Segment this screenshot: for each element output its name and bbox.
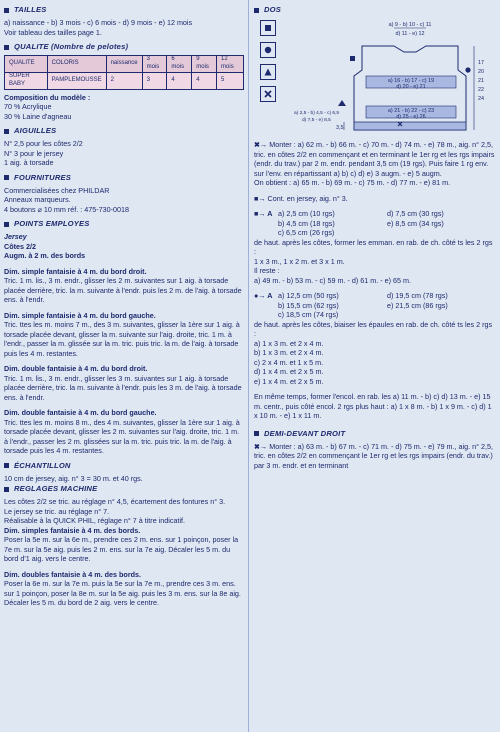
left-column xyxy=(0,0,250,608)
composition-title: Composition du modèle : xyxy=(4,92,91,102)
back-diagram xyxy=(254,18,494,136)
cross-arrow-icon: ✖→ xyxy=(254,140,270,150)
aiguilles-line: 1 aig. à torsade xyxy=(4,158,54,168)
point-d4-text: Tric. ttes les m. moins 8 m., des 4 m. suivantes, glisser la 1ère sur 1 aig. à torsade placée devant, glisser les 2 m. suivantes sur l'aig. droite, tric. 1 m. à l'endr., passer les 2 m. glissées sur la m. tric. puis tric. la m. de l'aig. à torsade puis les 4 m. restantes. xyxy=(4,417,240,456)
table-cell: naissance xyxy=(106,56,142,73)
table-cell: 3 xyxy=(142,72,167,89)
section-title: TAILLES xyxy=(14,5,47,14)
tailles-ref: Voir tableau des tailles page 1. xyxy=(4,27,102,37)
table-cell: 3 mois xyxy=(142,56,167,73)
fournitures-line: Commercialisées chez PHILDAR xyxy=(4,185,110,195)
label-right: 21 xyxy=(478,78,484,85)
composition-line: 70 % Acrylique xyxy=(4,102,52,112)
point-d2-title: Dim. simple fantaisie à 4 m. du bord gauche. xyxy=(4,310,156,320)
label-right: 24 xyxy=(478,96,484,103)
label-right: 20 xyxy=(478,69,484,76)
table-cell: 9 mois xyxy=(192,56,217,73)
marker-square-icon xyxy=(350,56,355,61)
dos-p1-text: Monter : a) 62 m. - b) 66 m. - c) 70 m. - d) 74 m. - e) 78 m., aig. n° 2,5, tric. en côtes 2/2 en commençant et en terminant le 1er rg et les rgs impairs (endr. du trav.) par 2 m. endr. pendant 3,5 cm (19 rgs). Puis faire 1 rg env. sur l'env. en répartissant a) b) c) d) e) 3 augm. - e) 5 augm. xyxy=(254,140,495,178)
section-bullet-icon xyxy=(4,8,9,13)
section-points xyxy=(4,219,244,229)
section-title: FOURNITURES xyxy=(14,172,72,182)
dos-p9: d) 1 x 4 m. et 2 x 5 m. xyxy=(254,367,324,377)
reglages-sub1-text: Poser la 5e m. sur la 6e m., prendre ces 2 m. ens. sur 1 poinçon, poser la 7e m. sur la 5e aig. puis les 2 m. ens. sur la 7e aig. Décaler les 5 m. du bord d'1 aig. vers le centre. xyxy=(4,535,239,564)
section-title: AIGUILLES xyxy=(14,126,57,136)
size-value: e) 8,5 cm (34 rgs) xyxy=(387,218,444,228)
table-cell: 5 xyxy=(217,72,244,89)
tailles-line: a) naissance - b) 3 mois - c) 6 mois - d) 9 mois - e) 12 mois xyxy=(4,18,193,28)
demi-devant-p1 xyxy=(254,442,496,471)
point-d1-title: Dim. simple fantaisie à 4 m. du bord droit. xyxy=(4,266,147,276)
point-d3-title: Dim. double fantaisie à 4 m. du bord droit. xyxy=(4,364,148,374)
reglages-line: Le jersey se tric. au réglage n° 7. xyxy=(4,506,110,516)
label-top-2: d) 11 - e) 12 xyxy=(395,31,425,38)
dos-p5: 1 x 3 m., 1 x 2 m. et 3 x 1 m. xyxy=(254,256,345,266)
dos-p9: e) 1 x 4 m. et 2 x 5 m. xyxy=(254,376,324,386)
sizes-a-block xyxy=(254,209,496,238)
point-cotes: Côtes 2/2 xyxy=(4,241,36,251)
table-cell: SUPER BABY xyxy=(5,72,48,89)
fournitures-line: 4 boutons ⌀ 10 mm réf. : 475-730-0018 xyxy=(4,204,129,214)
section-title: ÉCHANTILLON xyxy=(14,460,71,470)
right-column xyxy=(252,0,500,470)
reglages-sub1-title: Dim. simples fantaisie à 4 m. des bords. xyxy=(4,525,141,535)
dos-p8: de haut. après les côtes, biaiser les épaules en rab. de ch. côté ts les 2 rgs : xyxy=(254,319,493,339)
section-bullet-icon xyxy=(4,222,9,227)
dos-p1 xyxy=(254,140,496,178)
table-cell: 12 mois xyxy=(217,56,244,73)
aiguilles-line: N° 3 pour le jersey xyxy=(4,148,64,158)
fournitures-line: Anneaux marqueurs. xyxy=(4,195,71,205)
dos-p3 xyxy=(254,194,496,204)
label-right: 22 xyxy=(478,87,484,94)
dos-p9: c) 2 x 4 m. et 1 x 5 m. xyxy=(254,357,324,367)
dos-p3-text: Cont. en jersey, aig. n° 3. xyxy=(267,193,348,203)
size-value xyxy=(387,228,496,238)
dos-p9: a) 1 x 3 m. et 2 x 4 m. xyxy=(254,338,324,348)
square-arrow-icon: ■→ xyxy=(254,193,268,203)
label-right: 17 xyxy=(478,60,484,67)
table-cell: PAMPLEMOUSSE xyxy=(47,72,106,89)
section-title: DEMI-DEVANT DROIT xyxy=(264,428,346,438)
size-value: d) 7,5 cm (30 rgs) xyxy=(387,209,444,219)
section-bullet-icon xyxy=(254,8,259,13)
dos-p4: de haut. après les côtes, former les emman. en rab. de ch. côté ts les 2 rgs : xyxy=(254,237,493,257)
section-bullet-icon xyxy=(4,45,9,50)
point-d2-text: Tric. ttes les m. moins 7 m., des 3 m. suivantes, glisser la 1ère sur 1 aig. à torsade placée devant, glisser la m. suivante sur l'aig. droite, tric. 1 m. à l'endr., passer la m. glissée sur la m. tric. puis tric. la m. de l'aig. à torsade puis les 4 m. restantes. xyxy=(4,320,240,358)
section-fournitures xyxy=(4,173,244,183)
size-value: d) 19,5 cm (78 rgs) xyxy=(387,291,448,301)
reglages-line: Les côtes 2/2 se tric. au réglage n° 4,5, écartement des fontures n° 3. xyxy=(4,497,226,507)
composition-line: 30 % Laine d'agneau xyxy=(4,111,72,121)
size-value: b) 4,5 cm (18 rgs) xyxy=(278,218,335,228)
circle-a-icon: ●→ A xyxy=(254,291,273,301)
size-value: a) 12,5 cm (50 rgs) xyxy=(278,291,339,301)
dos-p10: En même temps, former l'encol. en rab. les a) 11 m. - b) c) d) 13 m. - e) 15 m. centr., puis côté encol. 2 rgs plus haut : a) 1 x 8 m. - b) 1 x 9 m. - c) d) 1 x 10 m. - e) 1 x 11 m. xyxy=(254,392,492,421)
table-cell: 2 xyxy=(106,72,142,89)
table-row xyxy=(5,72,244,89)
size-value: e) 21,5 cm (86 rgs) xyxy=(387,300,448,310)
dos-p9: b) 1 x 3 m. et 2 x 4 m. xyxy=(254,348,324,358)
reglages-sub2-text: Poser la 6e m. sur la 7e m. puis la 5e sur la 7e m., prendre ces 3 m. ens. sur 1 poinçon, poser la 8e m. sur la 5e aig. puis les 3 m. ens. sur la 8e aig. Décaler les 5 m. du bord de 2 aig. vers le centre. xyxy=(4,579,241,608)
quality-table xyxy=(4,55,244,90)
section-title: REGLAGES MACHINE xyxy=(14,484,98,494)
point-augm: Augm. à 2 m. des bords xyxy=(4,251,86,261)
point-d4-title: Dim. double fantaisie à 4 m. du bord gauche. xyxy=(4,408,157,418)
size-value: c) 6,5 cm (26 rgs) xyxy=(278,228,335,238)
point-d1-text: Tric. 1 m. lis., 3 m. endr., glisser les 2 m. suivantes sur 1 aig. à torsade placée derrière, tric. la m. suivante à l'endr. puis les 2 m. de l'aig. à torsade ens. à l'endr. xyxy=(4,276,242,305)
square-a-icon: ■→ A xyxy=(254,209,273,219)
section-tailles xyxy=(4,5,244,15)
section-title: DOS xyxy=(264,5,282,14)
section-aiguilles xyxy=(4,126,244,136)
section-title: QUALITE (Nombre de pelotes) xyxy=(14,42,129,52)
section-reglages xyxy=(4,484,244,494)
marker-circle-icon xyxy=(465,67,470,72)
label-inner-1: a) 16 - b) 17 - c) 19 xyxy=(387,78,435,85)
section-bullet-icon xyxy=(4,129,9,134)
table-cell: 6 mois xyxy=(167,56,192,73)
size-value xyxy=(387,310,496,320)
sizes-b-grid xyxy=(278,291,496,320)
marker-triangle-icon xyxy=(338,100,346,106)
dos-schematic xyxy=(254,18,496,136)
cross-arrow-icon: ✖→ xyxy=(254,441,270,451)
table-row xyxy=(5,56,244,73)
table-cell: COLORIS xyxy=(47,56,106,73)
dos-p6: Il reste : xyxy=(254,266,280,276)
section-bullet-icon xyxy=(4,463,9,468)
label-inner-3: a) 21 - b) 22 - c) 23 xyxy=(387,108,435,115)
section-demi-devant xyxy=(254,429,496,439)
size-value: b) 15,5 cm (62 rgs) xyxy=(278,300,339,310)
section-bullet-icon xyxy=(4,175,9,180)
label-bottom-left: 3,5 xyxy=(336,125,344,132)
aiguilles-line: N° 2,5 pour les côtes 2/2 xyxy=(4,139,83,149)
demi-devant-p1-text: Monter : a) 63 m. - b) 67 m. - c) 71 m. - d) 75 m. - e) 79 m., aig. n° 2,5, tric. en côtes 2/2 en commençant le 1er rg et les rgs impairs (endr. du trav.) par 3 m. endr. et en terminant xyxy=(254,441,493,470)
dos-p7: a) 49 m. - b) 53 m. - c) 59 m. - d) 61 m. - e) 65 m. xyxy=(254,275,411,285)
section-title: POINTS EMPLOYES xyxy=(14,219,90,229)
section-bullet-icon xyxy=(4,487,9,492)
table-cell: QUALITE xyxy=(5,56,48,73)
point-d3-text: Tric. 1 m. lis., 3 m. endr., glisser les 3 m. suivantes sur 1 aig. à torsade placée derrière, tric. la m. suivante à l'endr. puis les 3 m. de l'aig. à torsade ens. à l'endr. xyxy=(4,373,242,402)
size-value: a) 2,5 cm (10 rgs) xyxy=(278,209,335,219)
size-value: c) 18,5 cm (74 rgs) xyxy=(278,310,339,320)
reglages-sub2-title: Dim. doubles fantaisie à 4 m. des bords. xyxy=(4,569,141,579)
echantillon-line: 10 cm de jersey, aig. n° 3 = 30 m. et 40 rgs. xyxy=(4,473,143,483)
sizes-b-block xyxy=(254,291,496,320)
label-top-1: a) 9 - b) 10 - c) 11 xyxy=(388,22,432,29)
label-inner-2: d) 20 - e) 21 xyxy=(396,84,426,91)
label-left-1: a) 2,5 - b) 4,5 - c) 6,5 xyxy=(294,111,340,117)
label-left-2: d) 7,5 - e) 8,5 xyxy=(302,118,331,124)
section-dos xyxy=(254,5,496,15)
dos-p2: On obtient : a) 65 m. - b) 69 m. - c) 75 m. - d) 77 m. - e) 81 m. xyxy=(254,178,451,188)
section-bullet-icon xyxy=(254,431,259,436)
point-jersey: Jersey xyxy=(4,232,27,242)
table-cell: 4 xyxy=(192,72,217,89)
sizes-a-grid xyxy=(278,209,496,238)
label-inner-4: d) 25 - e) 26 xyxy=(396,114,426,121)
section-qualite xyxy=(4,42,244,52)
table-cell: 4 xyxy=(167,72,192,89)
reglages-line: Réalisable à la QUICK PHIL, réglage n° 7 à titre indicatif. xyxy=(4,516,186,526)
section-echantillon xyxy=(4,461,244,471)
